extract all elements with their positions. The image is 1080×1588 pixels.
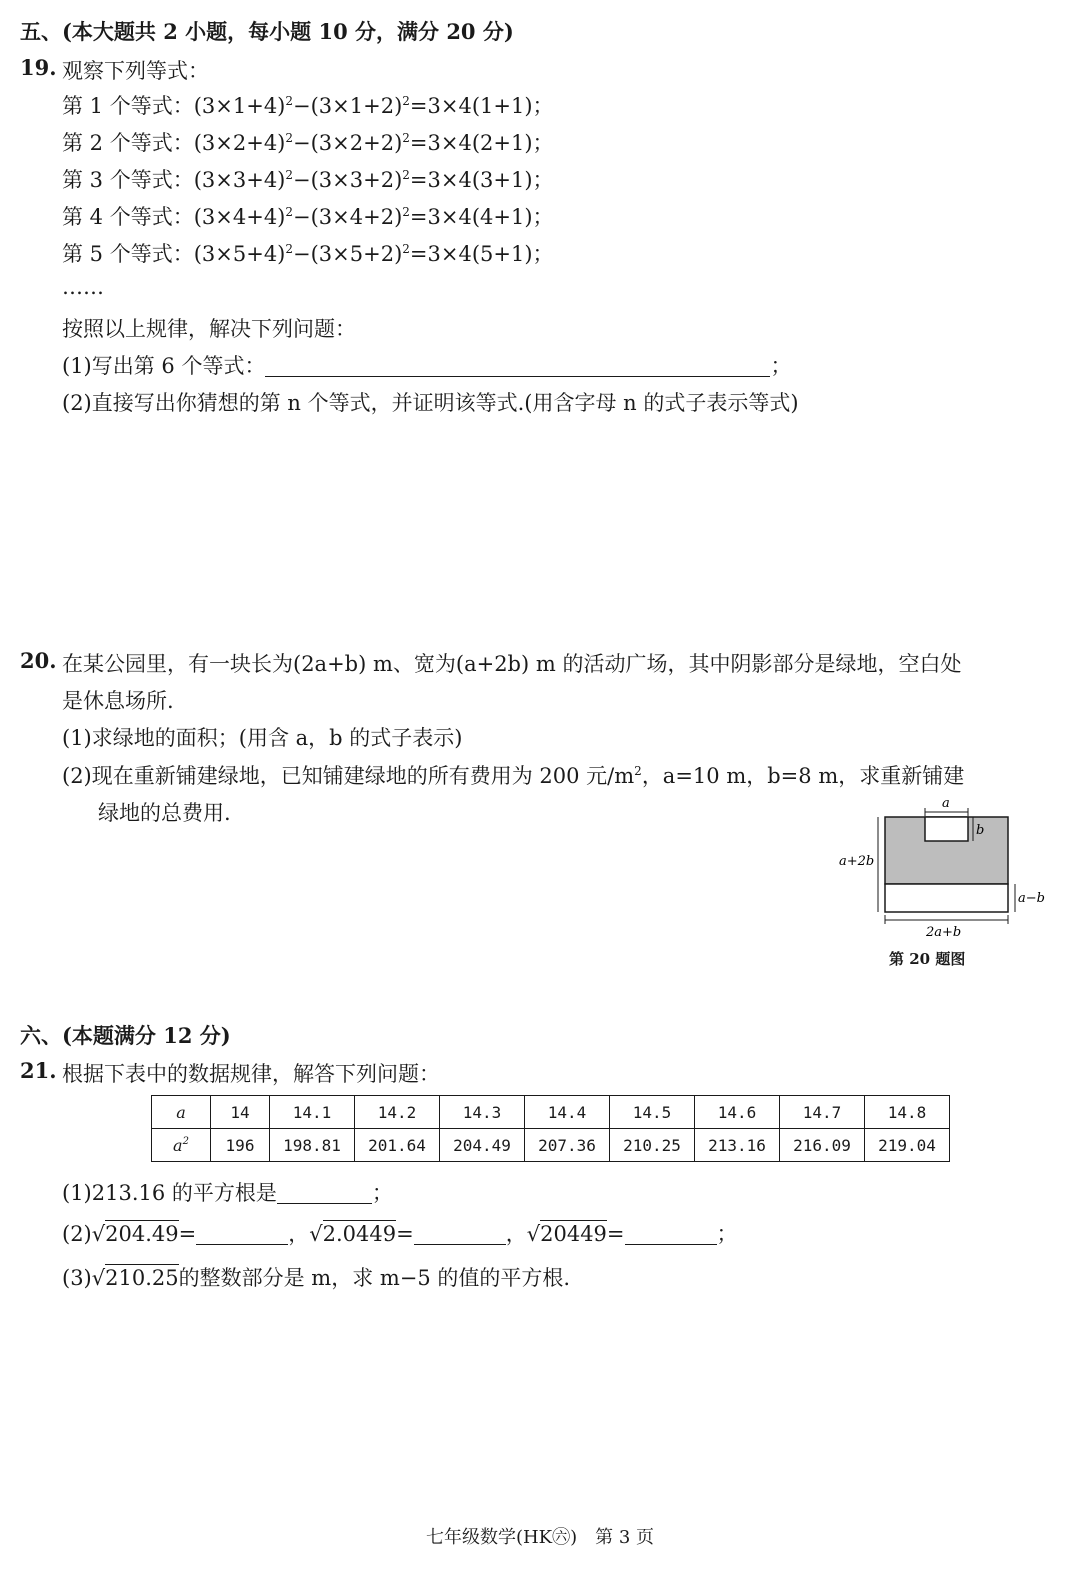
answer-blank[interactable]: [265, 354, 770, 377]
eq-lead: 第 5 个等式：(3×5+4): [62, 242, 286, 266]
equation-3: [62, 164, 554, 194]
eq-tail: =3×4(4+1)；: [409, 205, 554, 229]
row-header-a: a: [152, 1096, 211, 1129]
eq-square: 2: [285, 94, 294, 108]
table-cell: 14.5: [610, 1096, 695, 1129]
table-cell: 207.36: [525, 1129, 610, 1162]
table-cell: 14.4: [525, 1096, 610, 1129]
table-cell: 14.7: [780, 1096, 865, 1129]
table-cell: 201.64: [355, 1129, 440, 1162]
eq-square: 2: [402, 94, 410, 108]
part-1-end: ；: [371, 1181, 393, 1205]
table-cell: 14.1: [270, 1096, 355, 1129]
eq-square: 2: [402, 168, 410, 182]
answer-blank[interactable]: [277, 1181, 372, 1204]
eq-mid: −(3×2+2): [293, 131, 403, 155]
answer-blank[interactable]: [625, 1222, 717, 1245]
part-3-prefix: (3): [62, 1266, 92, 1290]
table-cell: 210.25: [610, 1129, 695, 1162]
eq-mid: −(3×4+2): [293, 205, 403, 229]
question-19-part-1: [62, 350, 791, 380]
table-cell: 14: [211, 1096, 270, 1129]
section-5-title: 五、(本大题共 2 小题，每小题 10 分，满分 20 分): [20, 19, 514, 44]
table-cell: 204.49: [440, 1129, 525, 1162]
part-1-text: (1)213.16 的平方根是: [62, 1181, 277, 1205]
radicand-2: 2.0449: [322, 1222, 397, 1246]
question-20-line-2: 是休息场所.: [62, 689, 174, 713]
sqrt-icon: √: [91, 1266, 106, 1290]
part-2-text-b: ，a=10 m，b=8 m，求重新铺建: [641, 764, 965, 788]
row-header-a2-sup: 2: [182, 1135, 189, 1147]
eq-tail: =3×4(5+1)；: [409, 242, 554, 266]
question-21-part-1: [62, 1177, 393, 1207]
table-cell: 198.81: [270, 1129, 355, 1162]
question-20-number: 20.: [20, 648, 57, 673]
question-20-part-2: [62, 760, 964, 790]
table-cell: 216.09: [780, 1129, 865, 1162]
eq-square: 2: [285, 131, 294, 145]
label-bottom: a−b: [1018, 891, 1045, 906]
eq-square: 2: [285, 168, 294, 182]
sqrt-icon: √: [91, 1222, 106, 1246]
equation-4: [62, 201, 554, 231]
section-6-title: 六、(本题满分 12 分): [20, 1023, 231, 1048]
equals: =: [606, 1222, 625, 1246]
figure-20-diagram: [830, 790, 1060, 950]
table-cell: 14.8: [865, 1096, 950, 1129]
radicand-4: 210.25: [105, 1266, 179, 1290]
part-3-tail: 的整数部分是 m，求 m−5 的值的平方根.: [178, 1266, 571, 1290]
eq-lead: 第 4 个等式：(3×4+4): [62, 205, 286, 229]
radicand-3: 20449: [540, 1222, 607, 1246]
equation-1: [62, 90, 554, 120]
eq-lead: 第 1 个等式：(3×1+4): [62, 94, 286, 118]
eq-square: 2: [402, 242, 410, 256]
unit-superscript: 2: [634, 764, 642, 778]
part-1-end: ；: [770, 354, 792, 378]
question-20-part-2-line-2: 绿地的总费用.: [98, 801, 231, 825]
eq-tail: =3×4(1+1)；: [409, 94, 554, 118]
table-cell: 14.3: [440, 1096, 525, 1129]
eq-square: 2: [285, 242, 294, 256]
sqrt-icon: √: [526, 1222, 541, 1246]
table-cell: 14.6: [695, 1096, 780, 1129]
eq-square: 2: [285, 205, 294, 219]
equals: =: [396, 1222, 414, 1246]
page-footer: 七年级数学(HK㊅) 第 3 页: [425, 1527, 655, 1548]
table-cell: 213.16: [695, 1129, 780, 1162]
notch-rest-area: [925, 817, 968, 841]
answer-blank[interactable]: [196, 1222, 288, 1245]
question-19-part-2: (2)直接写出你猜想的第 n 个等式，并证明该等式.(用含字母 n 的式子表示等式): [62, 391, 799, 415]
equation-5: [62, 238, 554, 268]
eq-mid: −(3×1+2): [293, 94, 403, 118]
rule-text: 按照以上规律，解决下列问题：: [62, 317, 356, 341]
table-row-a: [152, 1096, 950, 1129]
question-21-part-2: [62, 1218, 738, 1248]
part-1-text: (1)写出第 6 个等式：: [62, 354, 266, 378]
table-cell: 196: [211, 1129, 270, 1162]
question-21-number: 21.: [20, 1058, 57, 1083]
sqrt-icon: √: [309, 1222, 323, 1246]
part-2-text-a: (2)现在重新铺建绿地，已知铺建绿地的所有费用为 200 元/m: [62, 764, 635, 788]
radicand-1: 204.49: [105, 1222, 179, 1246]
eq-mid: −(3×3+2): [293, 168, 403, 192]
label-b: b: [976, 823, 985, 838]
answer-blank[interactable]: [414, 1222, 506, 1245]
equation-2: [62, 127, 554, 157]
data-table-wrapper: [151, 1095, 950, 1162]
label-a: a: [942, 796, 950, 811]
data-table: [151, 1095, 950, 1162]
eq-mid: −(3×5+2): [293, 242, 403, 266]
bottom-rest-area: [885, 884, 1008, 912]
comma: ，: [505, 1222, 527, 1246]
eq-square: 2: [402, 131, 410, 145]
eq-tail: =3×4(3+1)；: [409, 168, 554, 192]
eq-lead: 第 2 个等式：(3×2+4): [62, 131, 286, 155]
eq-lead: 第 3 个等式：(3×3+4): [62, 168, 286, 192]
row-header-a-squared: [152, 1129, 211, 1162]
question-19-intro: 观察下列等式：: [62, 59, 209, 83]
table-row-a-squared: [152, 1129, 950, 1162]
question-20-line-1: 在某公园里，有一块长为(2a+b) m、宽为(a+2b) m 的活动广场，其中阴影部分是绿地，空白处: [62, 652, 962, 676]
equals: =: [178, 1222, 197, 1246]
label-width: 2a+b: [926, 925, 962, 940]
part-2-prefix: (2): [62, 1222, 92, 1246]
table-cell: 219.04: [865, 1129, 950, 1162]
question-21-part-3: [62, 1262, 570, 1292]
label-height: a+2b: [839, 854, 875, 869]
question-21-intro: 根据下表中的数据规律，解答下列问题：: [62, 1062, 440, 1086]
eq-square: 2: [402, 205, 410, 219]
question-20-part-1: (1)求绿地的面积；(用含 a，b 的式子表示): [62, 726, 463, 750]
eq-tail: =3×4(2+1)；: [409, 131, 554, 155]
ellipsis: ……: [62, 275, 104, 299]
row-header-a2-base: a: [173, 1135, 183, 1155]
comma: ，: [288, 1222, 310, 1246]
question-19-number: 19.: [20, 55, 57, 80]
part-2-end: ；: [716, 1222, 738, 1246]
table-cell: 14.2: [355, 1096, 440, 1129]
figure-20-caption: 第 20 题图: [889, 950, 966, 968]
